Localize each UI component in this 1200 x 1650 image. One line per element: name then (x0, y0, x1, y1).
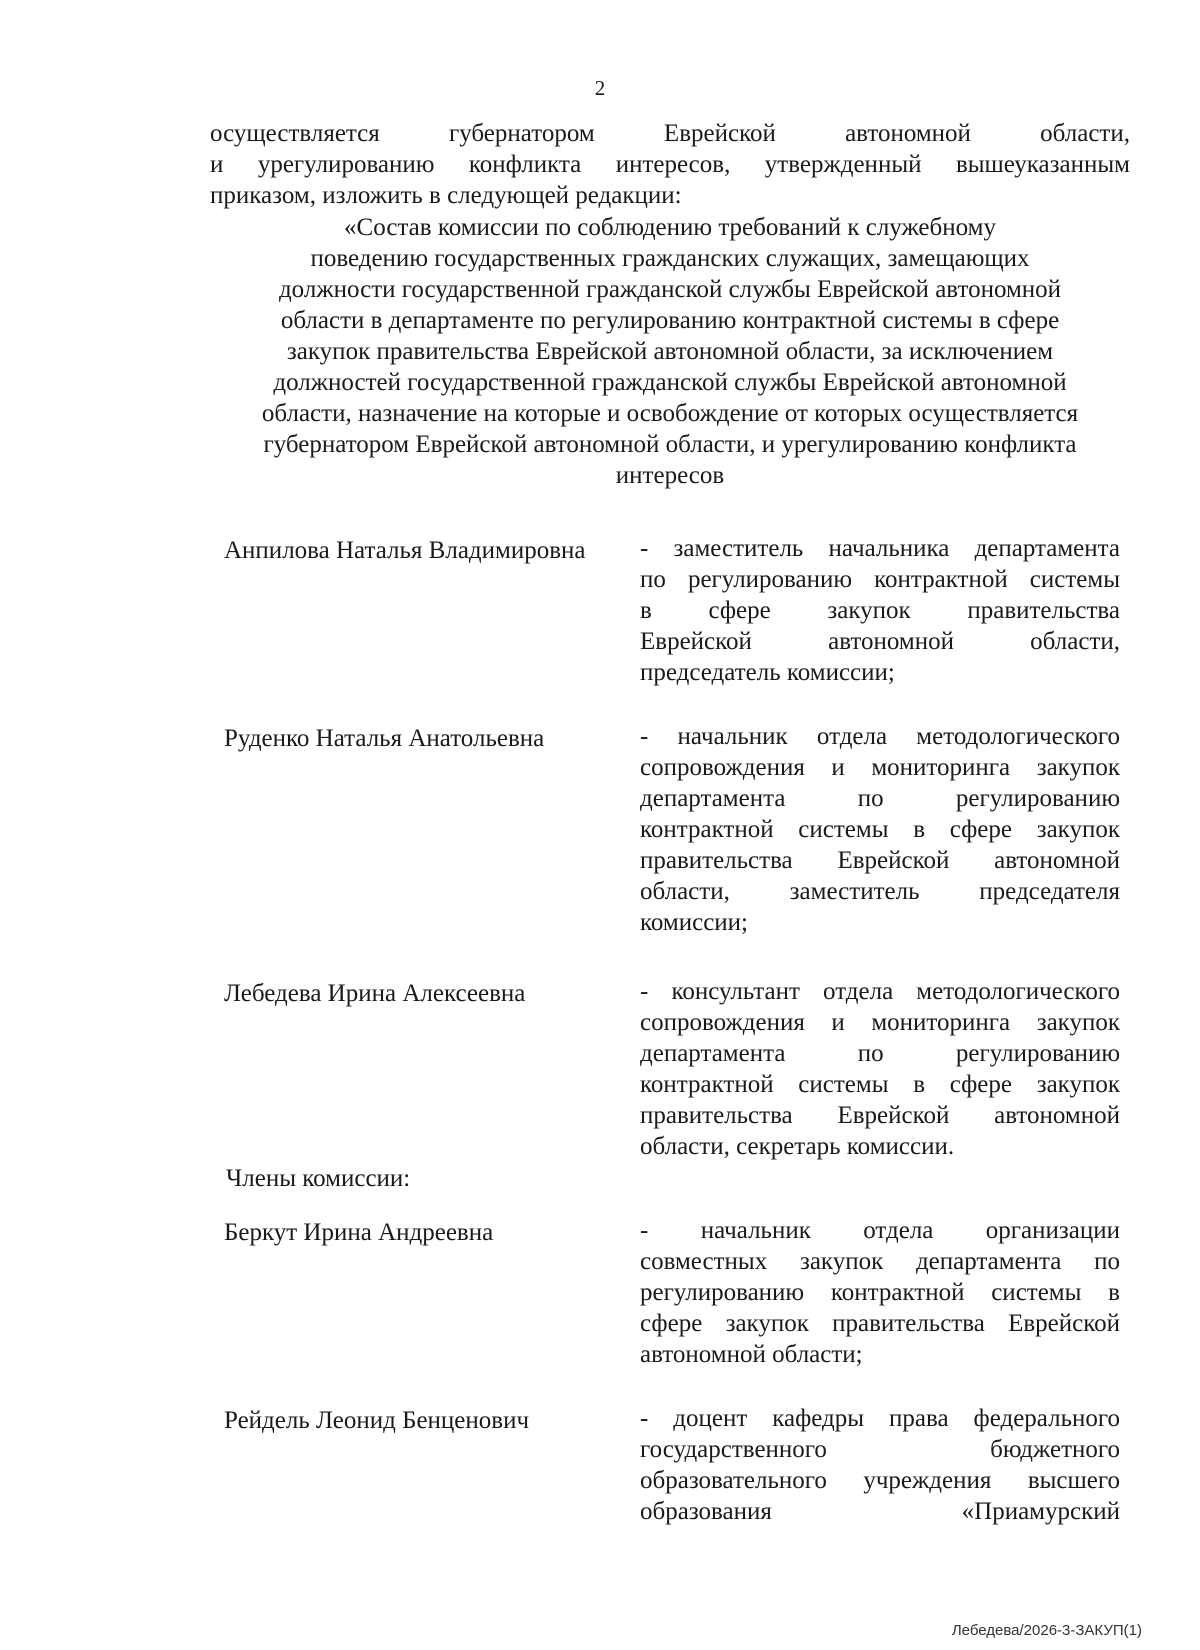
title-line: должности государственной гражданской службы Еврейской автономной (278, 276, 1062, 303)
role-line: области, секретарь комиссии. (640, 1133, 955, 1160)
member-role-lebedeva (640, 976, 1120, 1162)
role-line: контрактной системы в сфере закупок (640, 1071, 1120, 1098)
member-name-reidel: Рейдель Леонид Бенценович (224, 1407, 530, 1434)
title-line: области в департаменте по регулированию контрактной системы в сфере (280, 307, 1060, 334)
role-line: - начальник отдела методологического (640, 723, 1120, 750)
title-line: должностей государственной гражданской службы Еврейской автономной (273, 369, 1067, 396)
member-role-rudenko (640, 721, 1120, 938)
role-line: - начальник отдела организации (640, 1217, 1120, 1244)
role-line: - доцент кафедры права федерального (640, 1405, 1120, 1432)
member-role-anpilova (640, 533, 1120, 688)
role-line: совместных закупок департамента по (640, 1248, 1120, 1275)
role-line: департамента по регулированию (640, 1040, 1120, 1067)
role-line: в сфере закупок правительства (640, 597, 1120, 624)
member-name-lebedeva: Лебедева Ирина Алексеевна (224, 980, 526, 1007)
title-line: интересов (615, 462, 725, 489)
role-line: правительства Еврейской автономной (640, 847, 1120, 874)
role-line: - заместитель начальника департамента (640, 535, 1120, 562)
intro-line: осуществляется губернатором Еврейской автономной области, (210, 120, 1130, 147)
role-line: сопровождения и мониторинга закупок (640, 754, 1120, 781)
role-line: председатель комиссии; (640, 659, 895, 686)
role-line: Еврейской автономной области, (640, 628, 1120, 655)
title-line: поведению государственных гражданских служащих, замещающих (310, 245, 1030, 272)
role-line: образовательного учреждения высшего (640, 1467, 1120, 1494)
intro-paragraph (210, 118, 1130, 211)
role-line: департамента по регулированию (640, 785, 1120, 812)
role-line: автономной области; (640, 1341, 863, 1368)
role-line: сопровождения и мониторинга закупок (640, 1009, 1120, 1036)
intro-line: приказом, изложить в следующей редакции: (210, 182, 682, 209)
members-heading: Члены комиссии: (226, 1165, 411, 1192)
title-line: губернатором Еврейской автономной области, и урегулированию конфликта (263, 431, 1077, 458)
member-role-reidel (640, 1403, 1120, 1527)
role-line: образования «Приамурский (640, 1498, 1120, 1525)
role-line: государственного бюджетного (640, 1436, 1120, 1463)
role-line: области, заместитель председателя (640, 878, 1120, 905)
role-line: по регулированию контрактной системы (640, 566, 1120, 593)
role-line: контрактной системы в сфере закупок (640, 816, 1120, 843)
document-code: Лебедева/2026-3-ЗАКУП(1) (951, 1622, 1142, 1639)
role-line: правительства Еврейской автономной (640, 1102, 1120, 1129)
role-line: - консультант отдела методологического (640, 978, 1120, 1005)
title-line: закупок правительства Еврейской автономной области, за исключением (286, 338, 1054, 365)
page-number: 2 (594, 76, 606, 100)
title-line: «Состав комиссии по соблюдению требований к служебному (344, 214, 996, 241)
member-role-berkut (640, 1215, 1120, 1370)
role-line: регулированию контрактной системы в (640, 1279, 1120, 1306)
member-name-rudenko: Руденко Наталья Анатольевна (224, 725, 545, 752)
role-line: сфере закупок правительства Еврейской (640, 1310, 1120, 1337)
committee-title (210, 212, 1130, 491)
member-name-anpilova: Анпилова Наталья Владимировна (224, 537, 586, 564)
intro-line: и урегулированию конфликта интересов, утвержденный вышеуказанным (210, 151, 1130, 178)
title-line: области, назначение на которые и освобождение от которых осуществляется (261, 400, 1079, 427)
member-name-berkut: Беркут Ирина Андреевна (224, 1219, 494, 1246)
role-line: комиссии; (640, 909, 748, 936)
